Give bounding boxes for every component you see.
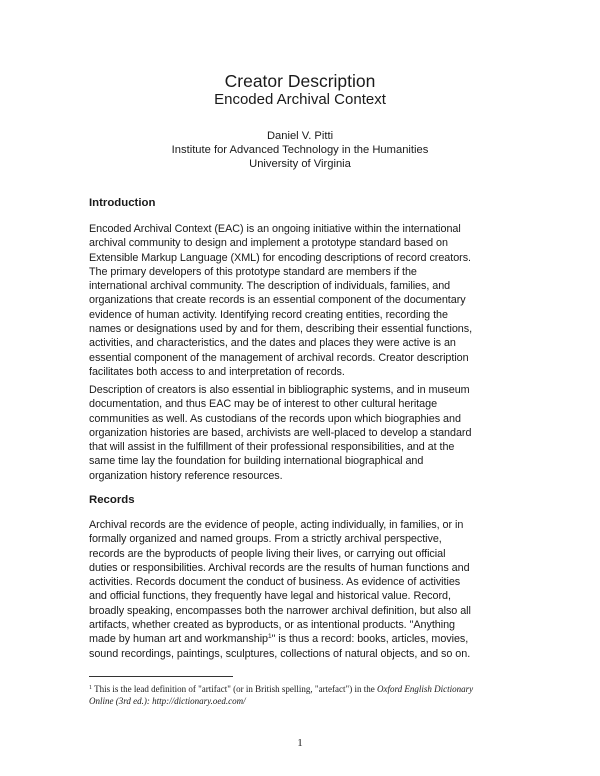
paragraph-introduction-2 xyxy=(89,383,514,483)
document-subtitle: Encoded Archival Context xyxy=(214,91,386,108)
paragraph-line: evidence of human activity. Identifying record creating entities, recording the xyxy=(89,308,448,321)
footnote-number: 1 xyxy=(89,685,92,691)
footnote-reference[interactable]: 1 xyxy=(268,633,272,641)
paragraph-line: organizations that create records is an essential component of the documentary xyxy=(89,294,466,307)
footnote-line xyxy=(89,695,519,707)
paragraph-line: names or designations used by and for them, describing their essential functions, xyxy=(89,323,473,336)
footnote-line xyxy=(89,683,519,695)
page-number: 1 xyxy=(297,737,303,749)
line-text: made by human art and workmanship xyxy=(89,633,268,646)
paragraph-line: sound recordings, paintings, sculptures, collections of natural objects, and so on. xyxy=(89,647,471,660)
paragraph-line: documentation, and thus EAC may be of interest to other cultural heritage xyxy=(89,398,438,411)
document-title: Creator Description xyxy=(224,71,376,91)
paragraph-line: and official functions, they frequently have legal and historical value. Record, xyxy=(89,590,451,603)
paragraph-introduction-1 xyxy=(89,222,514,379)
paragraph-line: essential component of the management of archival records. Creator description xyxy=(89,351,469,364)
paragraph-line: Archival records are the evidence of people, acting individually, in families, or in xyxy=(89,519,464,531)
paragraph-line: Description of creators is also essential in bibliographic systems, and in museum xyxy=(89,384,470,396)
line-text: " is thus a record: books, articles, movies, xyxy=(271,633,469,646)
footnote xyxy=(89,683,519,707)
paragraph-line: formally organized and named groups. From a strictly archival perspective, xyxy=(89,533,442,546)
author-institution: Institute for Advanced Technology in the Humanities xyxy=(171,144,429,156)
section-heading-records: Records xyxy=(89,494,135,506)
paragraph-line: activities, and characteristics, and the dates and places they were active is an xyxy=(89,337,456,350)
paragraph-line: organization history reference resources. xyxy=(89,469,283,482)
paragraph-line: activities. Records document the conduct of business. As evidence of activities xyxy=(89,576,461,589)
author-name: Daniel V. Pitti xyxy=(266,130,334,142)
paragraph-line: broadly speaking, encompasses both the narrower archival definition, but also all xyxy=(89,604,471,617)
author-university: University of Virginia xyxy=(249,158,351,170)
footnote-text: This is the lead definition of "artifact" (or in British spelling, "artefact") in the xyxy=(92,684,377,694)
paragraph-line: records are the byproducts of people living their lives, or carrying out official xyxy=(89,547,446,560)
paragraph-line: duties or responsibilities. Archival records are the results of human functions and xyxy=(89,561,470,574)
paragraph-line: organization histories are based, archivists are well-placed to develop a standard xyxy=(89,426,472,439)
paragraph-line: same time lay the foundation for building international biographical and xyxy=(89,455,424,468)
paragraph-line: international archival community. The description of individuals, families, and xyxy=(89,280,451,293)
paragraph-line: facilitates both access to and interpretation of records. xyxy=(89,365,345,378)
paragraph-line: artifacts, whether created as byproducts, or as intentional products. "Anything xyxy=(89,619,455,632)
paragraph-line: The primary developers of this prototype standard are members if the xyxy=(89,265,417,278)
paragraph-line: Encoded Archival Context (EAC) is an ongoing initiative within the international xyxy=(89,223,461,235)
paragraph-records-1 xyxy=(89,518,514,661)
section-heading-introduction: Introduction xyxy=(89,197,156,209)
paragraph-line: archival community to design and implement a prototype standard based on xyxy=(89,237,448,250)
paragraph-line: Extensible Markup Language (XML) for encoding descriptions of record creators. xyxy=(89,251,471,264)
paragraph-line xyxy=(89,632,514,646)
footnote-divider xyxy=(89,676,233,677)
paragraph-line: that will assist in the fulfillment of their professional responsibilities, and at the xyxy=(89,441,455,454)
paragraph-line: communities as well. As custodians of the records upon which biographies and xyxy=(89,412,461,425)
footnote-source-url[interactable]: Online (3rd ed.): http://dictionary.oed.com/ xyxy=(89,696,246,706)
footnote-source-title: Oxford English Dictionary xyxy=(376,684,474,694)
